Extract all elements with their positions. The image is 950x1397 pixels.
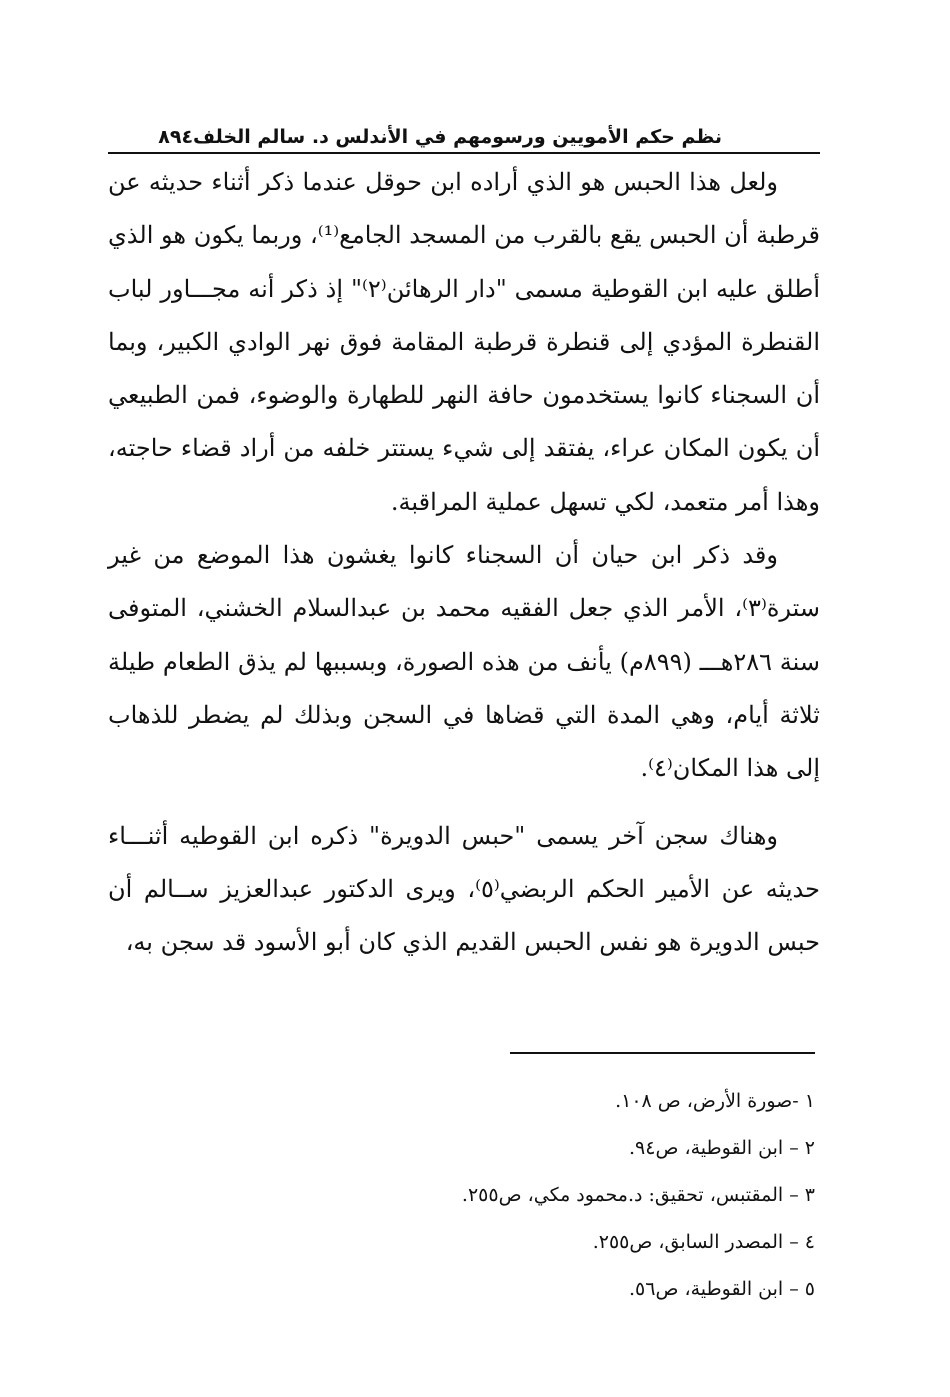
footnote: ٣ – المقتبس، تحقيق: د.محمود مكي، ص٢٥٥. bbox=[461, 1184, 815, 1206]
running-header bbox=[108, 112, 820, 154]
footnote: ٥ – ابن القوطية، ص٥٦. bbox=[628, 1278, 815, 1300]
paragraph: ولعل هذا الحبس هو الذي أراده ابن حوقل عندما ذكر أثناء حديثه عن قرطبة أن الحبس يقع بالقرب من المسجد الجامع⁽¹⁾، وربما يكون هو الذي أطلق عليه ابن القوطية مسمى "دار الرهائن⁽٢⁾" إذ ذكر أنه مجـــاور لباب القنطرة المؤدي إلى قنطرة قرطبة المقامة فوق نهر الوادي الكبير، وبما أن السجناء كانوا يستخدمون حافة النهر للطهارة والوضوء، فمن الطبيعي أن يكون المكان عراء، يفتقد إلى شيء يستتر خلفه من أراد قضاء حاجته، وهذا أمر متعمد، لكي تسهل عملية المراقبة. bbox=[108, 168, 821, 516]
footnote: ٢ – ابن القوطية، ص٩٤. bbox=[628, 1137, 815, 1159]
footnote: ٤ – المصدر السابق، ص٢٥٥. bbox=[592, 1231, 815, 1253]
footnotes-list bbox=[315, 1078, 815, 1313]
footnote: ١ -صورة الأرض، ص ١٠٨. bbox=[615, 1090, 815, 1112]
header-title: نظم حكم الأمويين ورسومهم في الأندلس د. سالم الخلف bbox=[193, 126, 722, 148]
footnote-divider bbox=[510, 1052, 815, 1054]
body-text bbox=[108, 156, 820, 969]
paragraph: وهناك سجن آخر يسمى "حبس الدويرة" ذكره ابن القوطيه أثنـــاء حديثه عن الأمير الحكم الربضي⁽٥⁾، ويرى الدكتور عبدالعزيز ســالم أن حبس الدويرة هو نفس الحبس القديم الذي كان أبو الأسود قد سجن به، bbox=[108, 821, 820, 957]
page-number: ٨٩٤ bbox=[158, 126, 194, 148]
paragraph: وقد ذكر ابن حيان أن السجناء كانوا يغشون هذا الموضع من غير سترة⁽٣⁾، الأمر الذي جعل الفقيه محمد بن عبدالسلام الخشني، المتوفى سنة ٢٨٦هـــ (٨٩٩م) يأنف من هذه الصورة، وبسببها لم يذق الطعام طيلة ثلاثة أيام، وهي المدة التي قضاها في السجن وبذلك لم يضطر للذهاب إلى هذا المكان⁽٤⁾. bbox=[108, 541, 820, 783]
